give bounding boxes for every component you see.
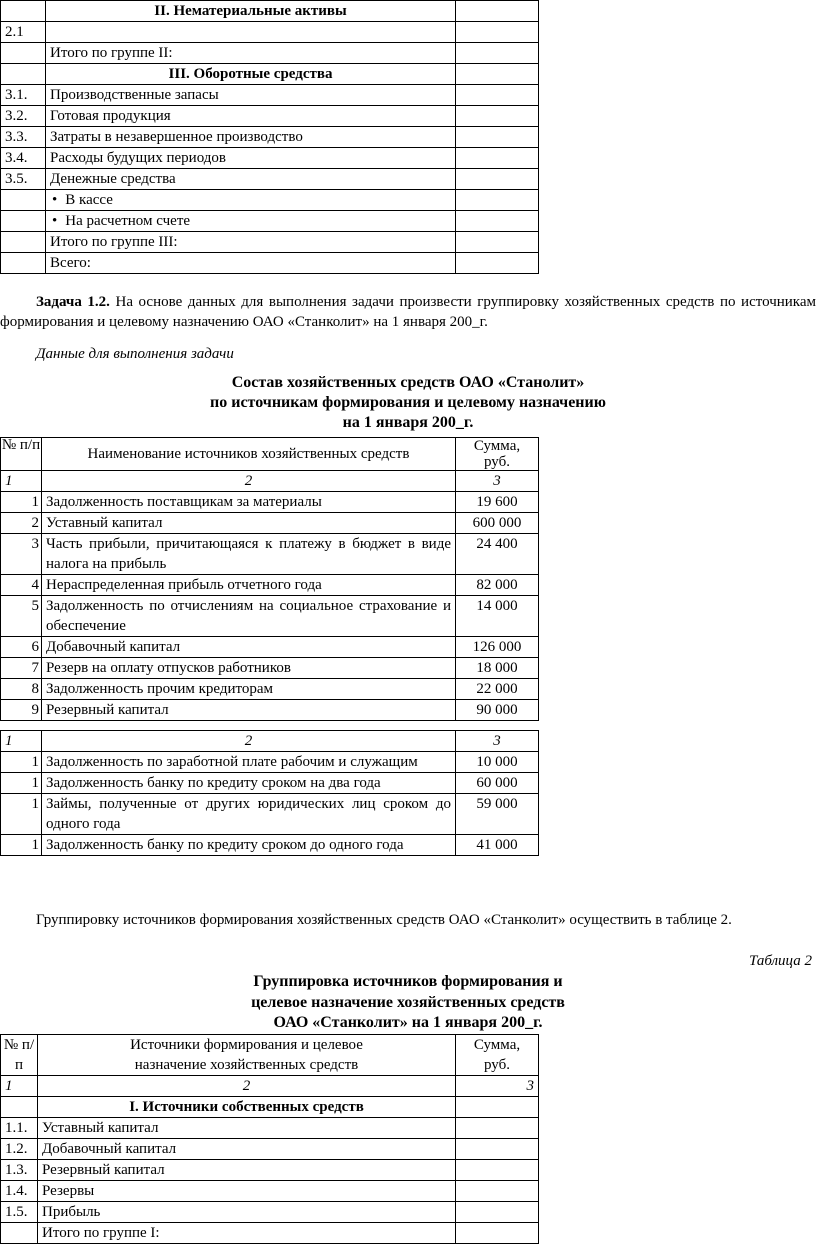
header-name: Источники формирования и целевое назначение хозяйственных средств <box>38 1035 456 1076</box>
row-name: • В кассе <box>46 190 456 211</box>
row-number <box>1 1223 38 1244</box>
table-row <box>1 127 539 148</box>
sources-table <box>0 437 539 721</box>
row-number: 1.2. <box>1 1139 38 1160</box>
grouping-paragraph <box>0 910 816 930</box>
row-name: Готовая продукция <box>46 106 456 127</box>
assets-table <box>0 0 539 274</box>
table-row <box>1 1118 539 1139</box>
row-sum: 14 000 <box>456 596 539 637</box>
row-name: Резервный капитал <box>42 700 456 721</box>
table-row <box>1 575 539 596</box>
table-row <box>1 658 539 679</box>
task-text: На основе данных для выполнения задачи произвести группировку хозяйственных средств по источникам формирования и целевому назначению ОАО «Станколит» на 1 января 200_г. <box>0 294 816 330</box>
table-row <box>1 794 539 835</box>
row-name: Прибыль <box>38 1202 456 1223</box>
row-number: 1.5. <box>1 1202 38 1223</box>
section-num <box>1 1097 38 1118</box>
row-sum <box>456 1118 539 1139</box>
row-name: Задолженность банку по кредиту сроком на два года <box>42 773 456 794</box>
table-row <box>1 1139 539 1160</box>
row-number: 2 <box>1 513 42 534</box>
colnum-1: 1 <box>1 731 42 752</box>
row-number: 4 <box>1 575 42 596</box>
row-name: Займы, полученные от других юридических лиц сроком до одного года <box>42 794 456 835</box>
row-number <box>1 232 46 253</box>
table-row <box>1 513 539 534</box>
column-number-row <box>1 1076 539 1097</box>
row-sum <box>456 106 539 127</box>
colnum-2: 2 <box>42 731 456 752</box>
row-sum <box>456 43 539 64</box>
row-number: 1 <box>1 492 42 513</box>
row-sum <box>456 127 539 148</box>
row-sum: 41 000 <box>456 835 539 856</box>
row-number: 5 <box>1 596 42 637</box>
row-name <box>46 22 456 43</box>
task-subtitle: Данные для выполнения задачи <box>36 346 234 362</box>
row-number: 1.3. <box>1 1160 38 1181</box>
grouping-table <box>0 1034 539 1244</box>
row-sum: 59 000 <box>456 794 539 835</box>
row-sum <box>456 211 539 232</box>
table-row <box>1 637 539 658</box>
row-name: Резервный капитал <box>38 1160 456 1181</box>
table-row <box>1 752 539 773</box>
column-number-row <box>1 471 539 492</box>
colnum-1: 1 <box>1 471 42 492</box>
section-row <box>1 1097 539 1118</box>
row-number <box>1 64 46 85</box>
row-number: 1 <box>1 773 42 794</box>
row-number: 3 <box>1 534 42 575</box>
colnum-2: 2 <box>42 471 456 492</box>
row-name: Резервы <box>38 1181 456 1202</box>
row-name: Задолженность поставщикам за материалы <box>42 492 456 513</box>
row-name: Итого по группе III: <box>46 232 456 253</box>
header-row <box>1 438 539 471</box>
table4-title-2: целевое назначение хозяйственных средств <box>251 994 565 1011</box>
row-sum <box>456 1223 539 1244</box>
grouping-text: Группировку источников формирования хозяйственных средств ОАО «Станколит» осуществить в таблице 2. <box>36 912 732 928</box>
row-sum: 10 000 <box>456 752 539 773</box>
row-number: 1.1. <box>1 1118 38 1139</box>
row-name: Всего: <box>46 253 456 274</box>
table-row <box>1 700 539 721</box>
table-row <box>1 106 539 127</box>
table-row <box>1 596 539 637</box>
table-row <box>1 492 539 513</box>
row-sum: 22 000 <box>456 679 539 700</box>
row-number: 1 <box>1 752 42 773</box>
row-name: Задолженность по отчислениям на социальное страхование и обеспечение <box>42 596 456 637</box>
table4-title-3: ОАО «Станколит» на 1 января 200_г. <box>273 1014 543 1031</box>
row-sum: 60 000 <box>456 773 539 794</box>
table-row <box>1 1160 539 1181</box>
table-row <box>1 1181 539 1202</box>
row-name: Уставный капитал <box>38 1118 456 1139</box>
row-name: Итого по группе II: <box>46 43 456 64</box>
header-num: № п/п <box>1 438 42 471</box>
row-number <box>1 190 46 211</box>
row-sum <box>456 1 539 22</box>
row-name: Денежные средства <box>46 169 456 190</box>
row-sum <box>456 1160 539 1181</box>
row-number: 8 <box>1 679 42 700</box>
row-sum: 600 000 <box>456 513 539 534</box>
row-number: 1 <box>1 835 42 856</box>
row-sum <box>456 22 539 43</box>
row-name: II. Нематериальные активы <box>46 1 456 22</box>
row-number <box>1 43 46 64</box>
colnum-1: 1 <box>1 1076 38 1097</box>
row-name: Уставный капитал <box>42 513 456 534</box>
table-row <box>1 190 539 211</box>
header-num: № п/п <box>1 1035 38 1076</box>
row-sum <box>456 232 539 253</box>
task-paragraph <box>0 292 816 332</box>
table-row <box>1 1 539 22</box>
row-number: 3.1. <box>1 85 46 106</box>
colnum-3: 3 <box>456 1076 539 1097</box>
table-row <box>1 85 539 106</box>
table4-title-1: Группировка источников формирования и <box>253 973 563 990</box>
row-sum: 90 000 <box>456 700 539 721</box>
row-name: Задолженность прочим кредиторам <box>42 679 456 700</box>
header-row <box>1 1035 539 1076</box>
row-number: 3.3. <box>1 127 46 148</box>
column-number-row <box>1 731 539 752</box>
row-number: 6 <box>1 637 42 658</box>
header-name: Наименование источников хозяйственных средств <box>42 438 456 471</box>
table-label: Таблица 2 <box>749 953 812 969</box>
row-number: 2.1 <box>1 22 46 43</box>
row-sum <box>456 85 539 106</box>
table-row <box>1 169 539 190</box>
colnum-2: 2 <box>38 1076 456 1097</box>
table2-title-3: на 1 января 200_г. <box>342 414 474 431</box>
row-sum <box>456 64 539 85</box>
row-name: Расходы будущих периодов <box>46 148 456 169</box>
row-sum <box>456 1202 539 1223</box>
table-row <box>1 835 539 856</box>
row-sum: 19 600 <box>456 492 539 513</box>
row-sum: 126 000 <box>456 637 539 658</box>
row-name: Часть прибыли, причитающаяся к платежу в бюджет в виде налога на прибыль <box>42 534 456 575</box>
table2-title-1: Состав хозяйственных средств ОАО «Станолит» <box>231 374 585 391</box>
row-name: Резерв на оплату отпусков работников <box>42 658 456 679</box>
row-number: 9 <box>1 700 42 721</box>
section-sum <box>456 1097 539 1118</box>
row-sum <box>456 1181 539 1202</box>
table2-title-2: по источникам формирования и целевому назначению <box>210 394 606 411</box>
table-row <box>1 534 539 575</box>
colnum-3: 3 <box>456 731 539 752</box>
row-number: 3.5. <box>1 169 46 190</box>
table-row <box>1 64 539 85</box>
row-sum: 18 000 <box>456 658 539 679</box>
row-sum <box>456 190 539 211</box>
table-row <box>1 232 539 253</box>
header-sum: Сумма, руб. <box>456 438 539 471</box>
table-row <box>1 679 539 700</box>
row-name: • На расчетном счете <box>46 211 456 232</box>
row-name: Добавочный капитал <box>42 637 456 658</box>
table-row <box>1 1223 539 1244</box>
table-row <box>1 773 539 794</box>
table-row <box>1 1202 539 1223</box>
sources-table-continued <box>0 730 539 856</box>
colnum-3: 3 <box>456 471 539 492</box>
task-label: Задача 1.2. <box>36 294 110 310</box>
table-row <box>1 22 539 43</box>
row-sum: 24 400 <box>456 534 539 575</box>
row-sum <box>456 169 539 190</box>
table-row <box>1 43 539 64</box>
row-number: 3.4. <box>1 148 46 169</box>
table-row <box>1 211 539 232</box>
row-number <box>1 253 46 274</box>
table-row <box>1 253 539 274</box>
row-number: 1 <box>1 794 42 835</box>
section-title: I. Источники собственных средств <box>38 1097 456 1118</box>
row-name: Затраты в незавершенное производство <box>46 127 456 148</box>
row-name: III. Оборотные средства <box>46 64 456 85</box>
row-name: Нераспределенная прибыль отчетного года <box>42 575 456 596</box>
row-number <box>1 211 46 232</box>
row-sum: 82 000 <box>456 575 539 596</box>
row-sum <box>456 1139 539 1160</box>
row-name: Задолженность банку по кредиту сроком до одного года <box>42 835 456 856</box>
row-name: Задолженность по заработной плате рабочим и служащим <box>42 752 456 773</box>
table-row <box>1 148 539 169</box>
row-name: Добавочный капитал <box>38 1139 456 1160</box>
row-number: 3.2. <box>1 106 46 127</box>
row-number <box>1 1 46 22</box>
row-sum <box>456 253 539 274</box>
row-number: 7 <box>1 658 42 679</box>
header-sum: Сумма, руб. <box>456 1035 539 1076</box>
row-name: Итого по группе I: <box>38 1223 456 1244</box>
row-name: Производственные запасы <box>46 85 456 106</box>
row-sum <box>456 148 539 169</box>
row-number: 1.4. <box>1 1181 38 1202</box>
